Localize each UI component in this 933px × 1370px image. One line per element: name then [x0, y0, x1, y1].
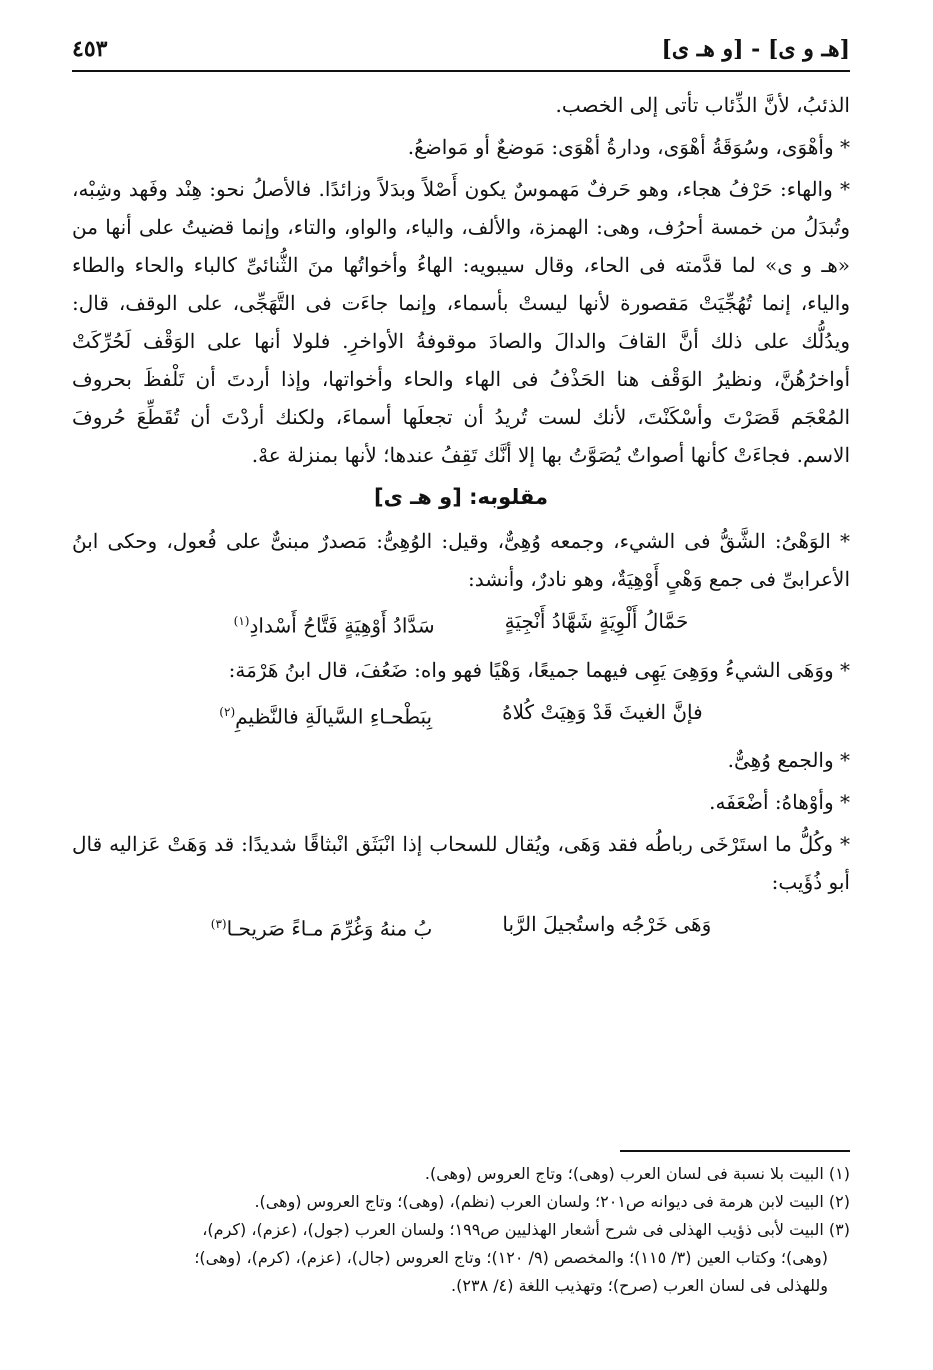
- verse-3-second-hemistich: [211, 905, 433, 948]
- page-header: [72, 36, 850, 66]
- footnote-3-end: وللهذلى فى لسان العرب (صرح)؛ وتهذيب اللغة (٤/ ٢٣٨).: [451, 1276, 828, 1295]
- footnote-3: (٣) البيت لأبى ذؤيب الهذلى فى شرح أشعار الهذليين ص١٩٩؛ ولسان العرب (جول)، (عزم)، (كرم)،: [202, 1220, 850, 1239]
- verse-2-second-hemistich: [219, 693, 432, 736]
- verse-1-text: سَدَّادُ أَوْهِيَةٍ فَتَّاحُ أَسْدادِ: [249, 613, 435, 638]
- verse-1: [72, 602, 850, 645]
- verse-1-first-hemistich: حَمَّالُ أَلْوِيَةٍ شَهَّادُ أَنْجِيَةٍ: [504, 609, 689, 633]
- verse-2: [72, 693, 850, 736]
- running-title: [هـ و ى] - [و هـ ى]: [661, 36, 850, 62]
- main-text: [72, 86, 850, 954]
- footnote-2: (٢) البيت لابن هرمة فى ديوانه ص٢٠١؛ ولسان العرب (نظم)، (وهى)؛ وتاج العروس (وهى).: [254, 1192, 850, 1211]
- footnote-ref-1: (١): [233, 614, 250, 628]
- paragraph-dhib: الذئبُ، لأنَّ الذِّئاب تأتى إلى الخصب.: [555, 93, 850, 117]
- page-number: ٤٥٣: [72, 36, 108, 62]
- header-rule: [72, 70, 850, 72]
- verse-2-text: بِبَطْحـاءِ السَّيالَةِ فالنَّظيمِ: [235, 704, 433, 729]
- entry-kull: * وكُلُّ ما استَرْخَى رباطُه فقد وَهَى، ويُقال للسحاب إذا انْبَثَق انْبثاقًا شديدًا: قد وَهَتْ عَزاليه قال أبو ذُؤَيب:: [72, 832, 850, 895]
- entry-waha: * ووَهَى الشيءُ ووَهِىَ يَهِى فيهما جميعًا، وَهْيًا فهو واه: ضَعُفَ، قال ابنُ هَرْمَة:: [228, 657, 850, 682]
- footnote-ref-2: (٢): [219, 704, 236, 719]
- verse-3: [72, 905, 850, 948]
- verse-3-text: بُ منهُ وَغُرِّمَ مـاءً صَريحـا: [226, 916, 433, 941]
- dictionary-page: [72, 28, 850, 1348]
- footnote-rule: [620, 1150, 850, 1152]
- footnote-3-continued: (وهى)؛ وكتاب العين (٣/ ١١٥)؛ والمخصص (٩/ ١٢٠)؛ وتاج العروس (جال)، (عزم)، (كرم)، (وهى)؛: [194, 1248, 828, 1267]
- paragraph-haa: * والهاء: حَرْفُ هجاء، وهو حَرفٌ مَهموسٌ يكون أَصْلاً وبدَلاً وزائدًا. فالأصلُ نحو: هِنْد وفَهد وشِبْه، وتُبدَلُ من خمسة أحرُف، وهى: الهمزة، والألف، والياء، والواو، والتاء، وإنما قضيتُ على أنها من «هـ و ى» لما قدَّمته فى الحاء، وقال سيبويه: الهاءُ وأخواتُها منَ الثُّنائىِّ كالباء والحاء والطاء والياء، إنما تُهُجِّيَتْ مَقصورة لأنها ليستْ بأسماء، وإنما جاءَت فى التَّهَجِّى، على الوقف، قال: ويدُلُّك على ذلك أنَّ القافَ والدالَ والصادَ موقوفةُ الأواخرِ. فلولا أنها على الوَقْف لَحُرِّكَتْ أواخرُهُنَّ، ونظيرُ الوَقْف هنا الحَذْفُ فى الهاء والحاء وأخواتها، وإذا أردتَ أن تَلْفظَ بحروف المُعْجَم قَصَرْتَ وأسْكَنْتَ، لأنك لست تُريدُ أن تجعلَها أسماءَ، ولكنك أردْتَ أن تُقَطِّعَ حُروفَ الاسم. فجاءَتْ كأنها أصواتٌ يُصَوَّتُ بها إلا أنَّك تَقِفُ عندها؛ لأنها بمنزلة عهْ.: [72, 177, 850, 467]
- paragraph-ahwa: * وأهْوَى، وسُوَقَةُ أهْوَى، ودارةُ أهْوَى: مَوضعٌ أو مَواضعُ.: [407, 135, 850, 159]
- footnote-ref-3: (٣): [210, 917, 227, 932]
- verse-1-second-hemistich: [234, 602, 435, 645]
- entry-awhah: * وأوْهاهُ: أضْعَفَه.: [709, 790, 850, 815]
- footnote-1: (١) البيت بلا نسبة فى لسان العرب (وهى)؛ وتاج العروس (وهى).: [424, 1164, 850, 1183]
- verse-2-first-hemistich: فإنَّ الغيثَ قَدْ وَهِيَتْ كُلاهُ: [502, 699, 703, 724]
- entry-plural: * والجمع وُهِىٌّ.: [727, 748, 850, 773]
- entry-wahy: * الوَهْىُ: الشَّقُّ فى الشيء، وجمعه وُهِىٌّ، وقيل: الوُهِىُّ: مَصدرٌ مبنىٌّ على فُعول، وحكى ابنُ الأعرابىِّ فى جمع وَهْىٍ أَوْهِيَةٌ، وهو نادرٌ، وأنشد:: [72, 529, 850, 591]
- section-title: مقلوبه: [و هـ ى]: [373, 485, 549, 509]
- verse-3-first-hemistich: وَهَى خَرْجُه واستُجيلَ الرَّبا: [502, 912, 712, 937]
- footnotes: [72, 1160, 850, 1300]
